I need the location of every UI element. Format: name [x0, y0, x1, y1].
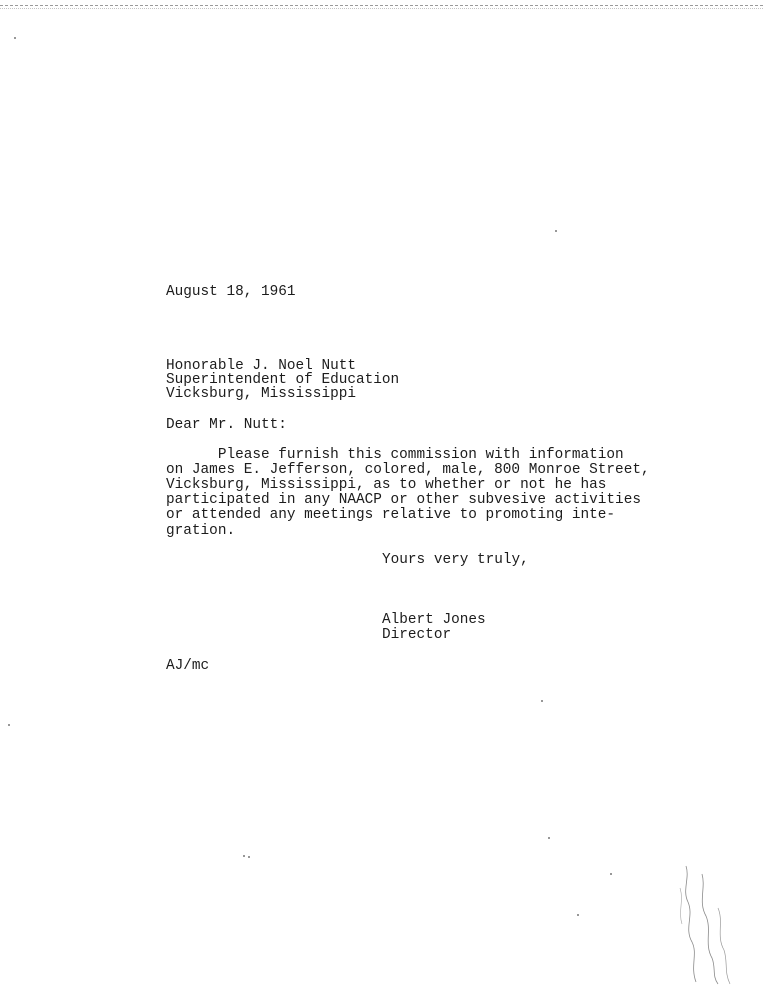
paper-speck — [243, 855, 245, 857]
paper-speck — [541, 700, 543, 702]
paper-speck — [577, 914, 579, 916]
margin-scribble-mark — [672, 858, 742, 988]
letter-date: August 18, 1961 — [166, 284, 296, 300]
body-line: or attended any meetings relative to promoting inte- — [166, 507, 616, 523]
paper-speck — [14, 37, 16, 39]
reference-initials: AJ/mc — [166, 658, 210, 674]
complimentary-closing: Yours very truly, — [382, 552, 529, 568]
paper-speck — [548, 837, 550, 839]
recipient-title: Superintendent of Education — [166, 372, 400, 388]
body-line: gration. — [166, 523, 236, 539]
signatory-name: Albert Jones — [382, 612, 486, 628]
top-edge-rule-secondary — [0, 8, 763, 9]
body-line: on James E. Jefferson, colored, male, 800 Monroe Street, — [166, 462, 650, 478]
top-edge-rule — [0, 5, 763, 6]
paper-speck — [8, 724, 10, 726]
recipient-location: Vicksburg, Mississippi — [166, 386, 356, 402]
paper-speck — [248, 856, 250, 858]
body-line: participated in any NAACP or other subvesive activities — [166, 492, 641, 508]
paper-speck — [555, 230, 557, 232]
salutation: Dear Mr. Nutt: — [166, 417, 287, 433]
body-line: Vicksburg, Mississippi, as to whether or not he has — [166, 477, 607, 493]
body-line: Please furnish this commission with information — [166, 447, 624, 463]
paper-speck — [610, 873, 612, 875]
signatory-title: Director — [382, 627, 452, 643]
recipient-name: Honorable J. Noel Nutt — [166, 358, 356, 374]
